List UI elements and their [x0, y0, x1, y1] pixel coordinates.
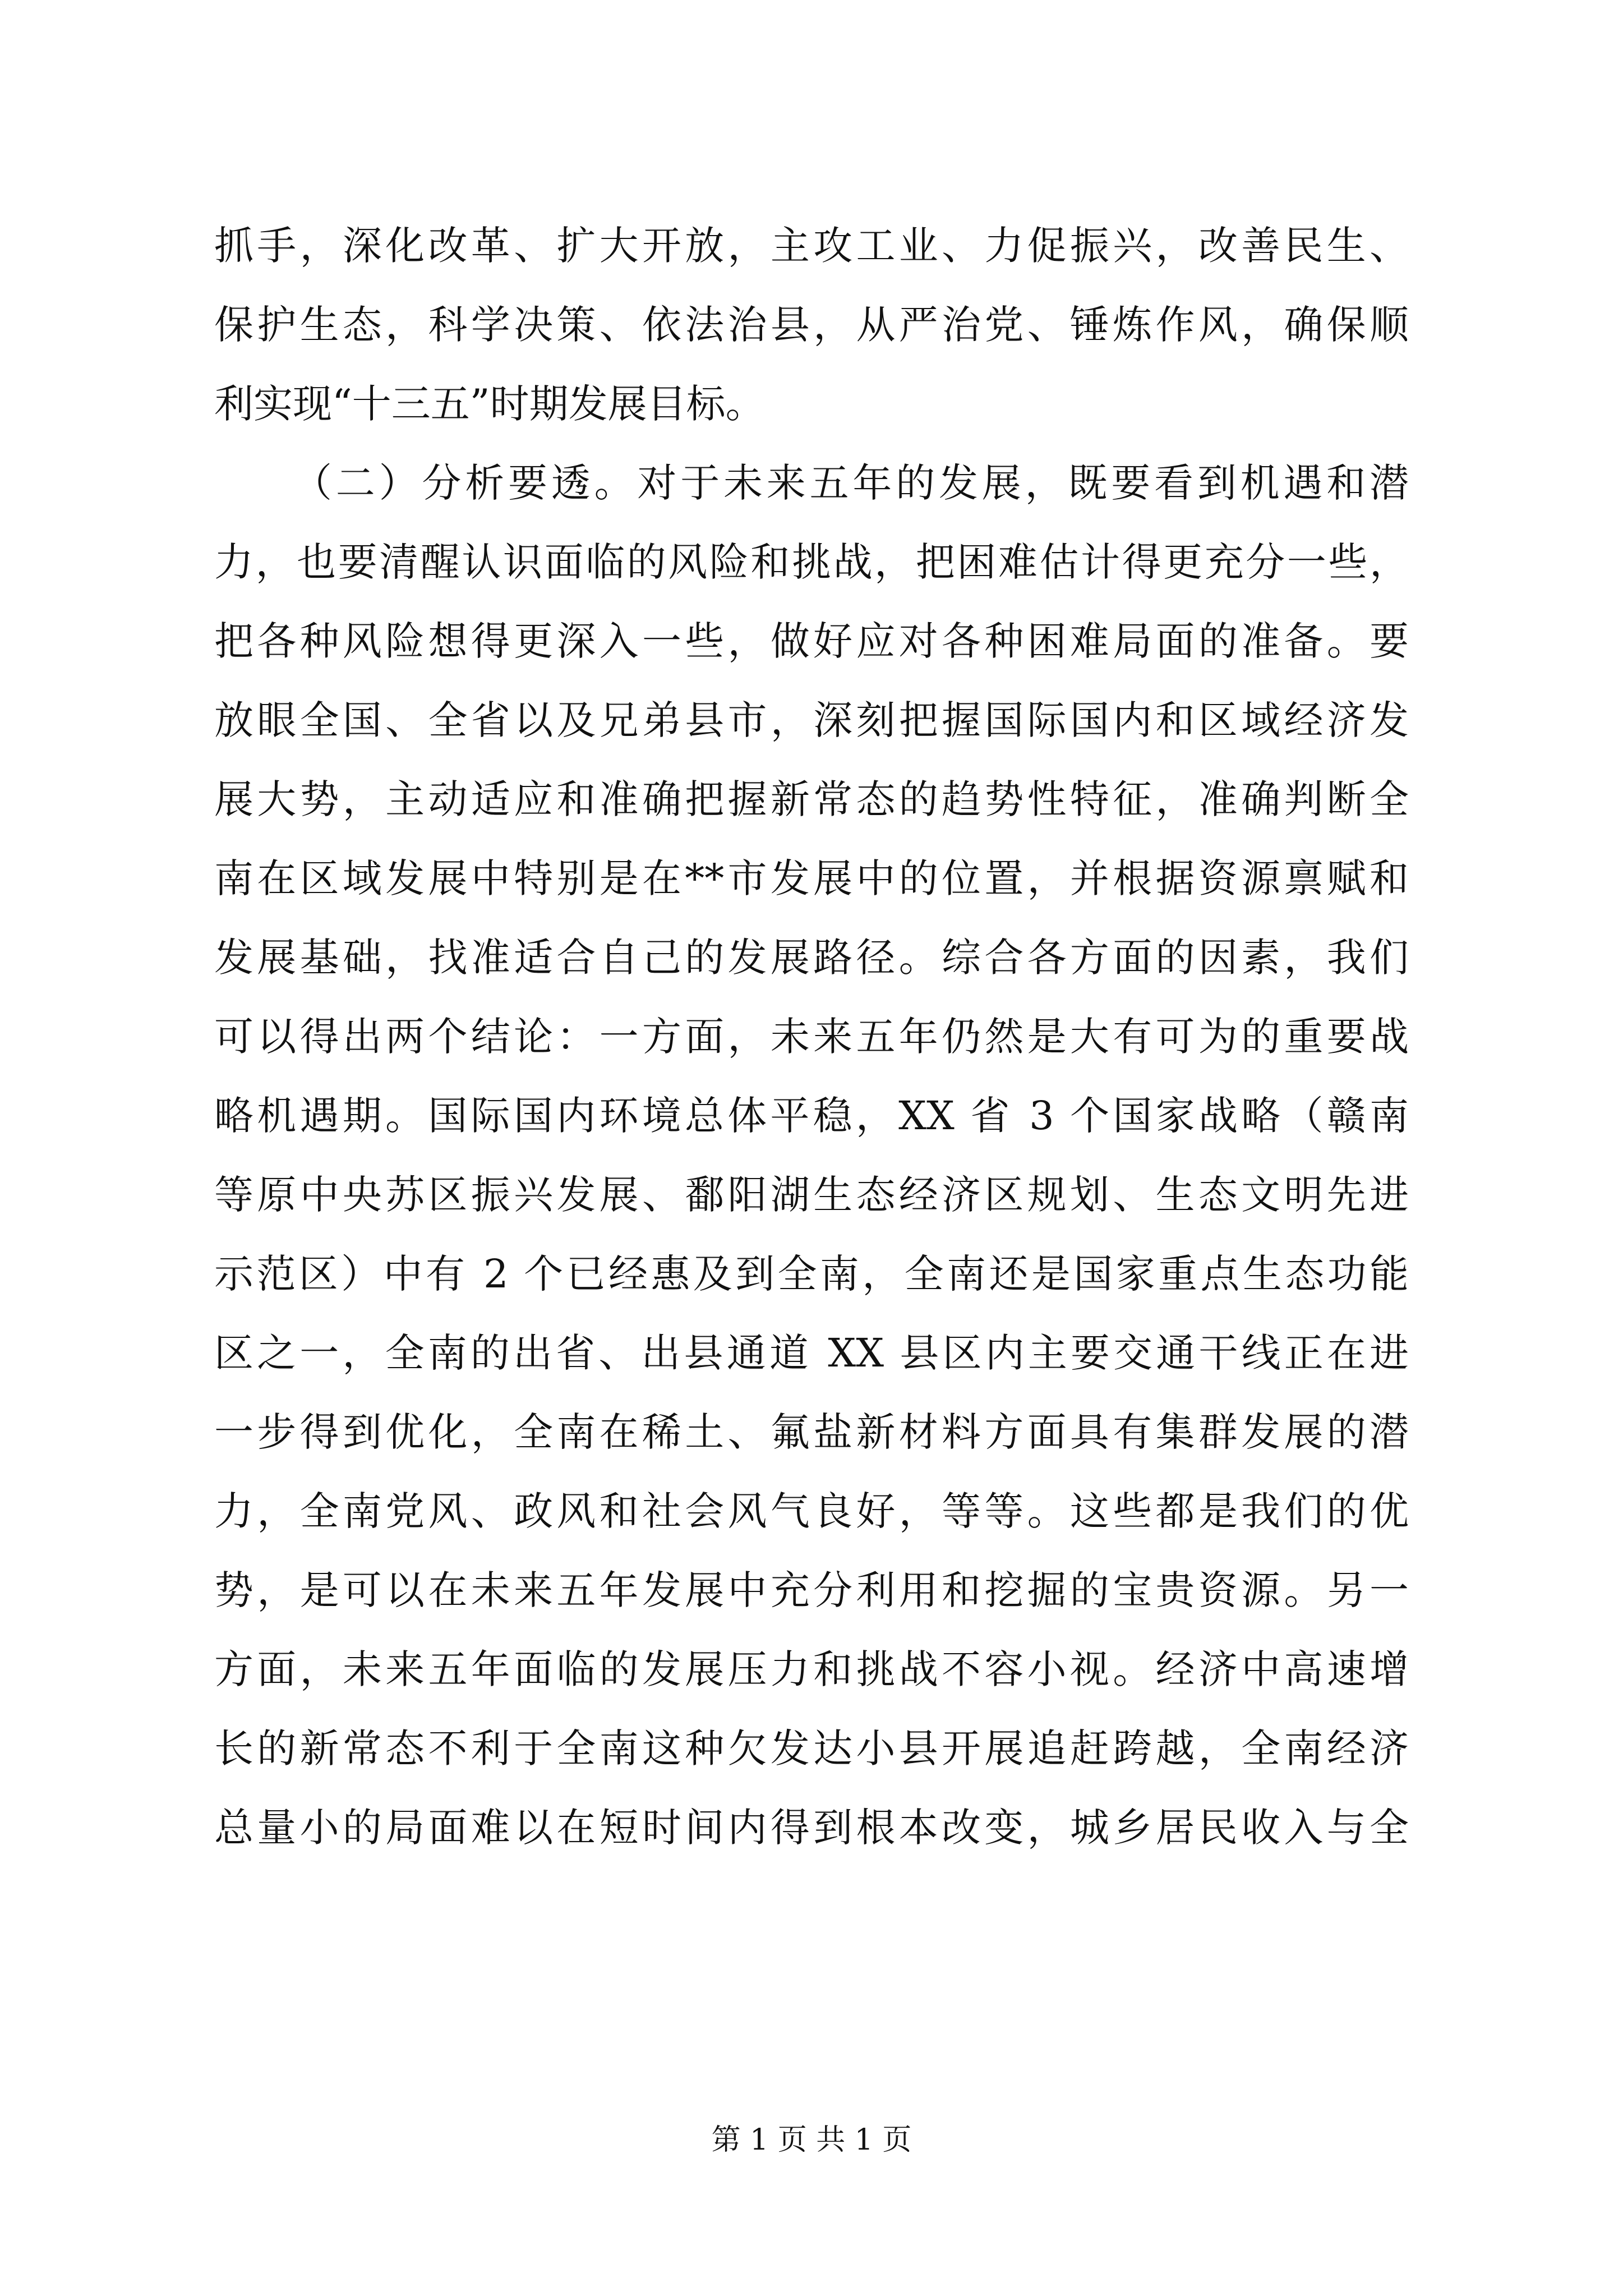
text-line: 势，是可以在未来五年发展中充分利用和挖掘的宝贵资源。另一: [214, 1567, 1409, 1613]
body-text: [214, 206, 1409, 1867]
text-line: 略机遇期。国际国内环境总体平稳，XX 省 3 个国家战略（赣南: [214, 1093, 1409, 1139]
text-line: 可以得出两个结论：一方面，未来五年仍然是大有可为的重要战: [214, 1014, 1409, 1060]
page-footer: 第 1 页 共 1 页: [711, 2123, 912, 2157]
text-line: 南在区域发展中特别是在**市发展中的位置，并根据资源禀赋和: [214, 855, 1409, 901]
text-line: 保护生态，科学决策、依法治县，从严治党、锤炼作风，确保顺: [214, 302, 1409, 348]
text-line: 发展基础，找准适合自己的发展路径。综合各方面的因素，我们: [214, 935, 1409, 981]
text-line: 示范区）中有 2 个已经惠及到全南，全南还是国家重点生态功能: [214, 1251, 1409, 1297]
text-line: 放眼全国、全省以及兄弟县市，深刻把握国际国内和区域经济发: [214, 697, 1409, 743]
text-line: 抓手，深化改革、扩大开放，主攻工业、力促振兴，改善民生、: [214, 223, 1409, 269]
text-line: 展大势，主动适应和准确把握新常态的趋势性特征，准确判断全: [214, 776, 1409, 822]
text-line: 一步得到优化，全南在稀土、氟盐新材料方面具有集群发展的潜: [214, 1409, 1409, 1455]
text-line: 区之一，全南的出省、出县通道 XX 县区内主要交通干线正在进: [214, 1330, 1409, 1376]
text-line: 力，也要清醒认识面临的风险和挑战，把困难估计得更充分一些，: [214, 539, 1409, 585]
paragraph-start-line: （二）分析要透。对于未来五年的发展，既要看到机遇和潜: [293, 460, 1409, 506]
text-line: 方面，未来五年面临的发展压力和挑战不容小视。经济中高速增: [214, 1646, 1409, 1692]
text-line: 把各种风险想得更深入一些，做好应对各种困难局面的准备。要: [214, 618, 1409, 664]
text-line: 总量小的局面难以在短时间内得到根本改变，城乡居民收入与全: [214, 1805, 1409, 1851]
text-line: 利实现“十三五”时期发展目标。: [214, 381, 765, 427]
text-line: 等原中央苏区振兴发展、鄱阳湖生态经济区规划、生态文明先进: [214, 1172, 1409, 1218]
text-line: 长的新常态不利于全南这种欠发达小县开展追赶跨越，全南经济: [214, 1726, 1409, 1772]
text-line: 力，全南党风、政风和社会风气良好，等等。这些都是我们的优: [214, 1488, 1409, 1534]
